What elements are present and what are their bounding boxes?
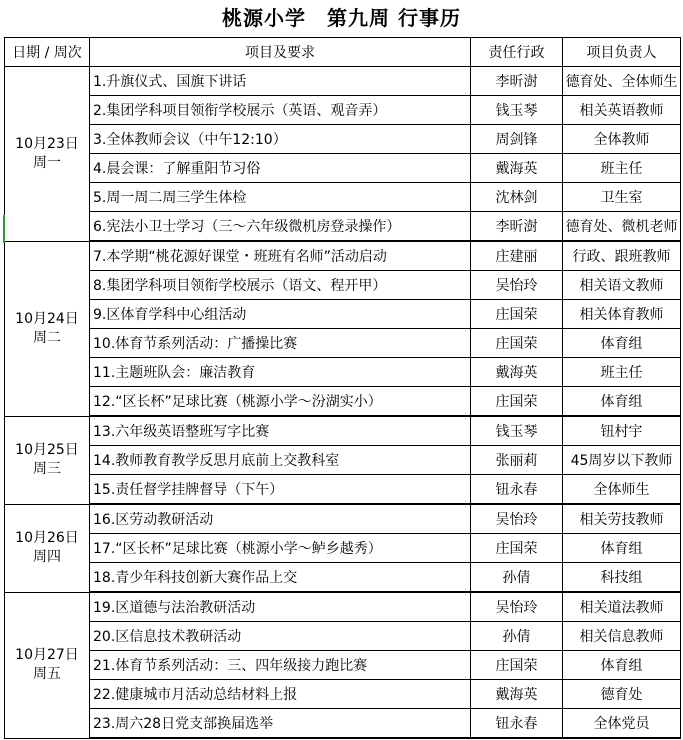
item-cell: 7.本学期“桃花源好课堂・班班有名师”活动启动 (90, 241, 471, 271)
day-cell (5, 241, 90, 416)
day-cell (5, 416, 90, 504)
owner-cell: 相关信息教师 (563, 622, 681, 651)
table-row (5, 358, 681, 387)
admin-cell: 庄国荣 (471, 300, 563, 329)
header-row (5, 38, 681, 67)
owner-cell: 相关英语教师 (563, 96, 681, 125)
day-weekday: 周四 (33, 549, 61, 565)
page-title: 桃源小学 第九周 行事历 (222, 6, 461, 30)
owner-cell: 德育处 (563, 680, 681, 709)
owner-cell: 相关体育教师 (563, 300, 681, 329)
owner-cell: 卫生室 (563, 183, 681, 212)
item-cell: 8.集团学科项目领衔学校展示（语文、程开甲） (90, 271, 471, 300)
table-row (5, 212, 681, 242)
item-cell: 10.体育节系列活动：广播操比赛 (90, 329, 471, 358)
owner-cell: 德育处、微机老师 (563, 212, 681, 242)
day-cell (5, 67, 90, 242)
header-admin: 责任行政 (471, 38, 563, 67)
owner-cell: 45周岁以下教师 (563, 446, 681, 475)
owner-cell: 体育组 (563, 534, 681, 563)
item-cell: 22.健康城市月活动总结材料上报 (90, 680, 471, 709)
day-weekday: 周三 (33, 461, 61, 477)
table-row (5, 416, 681, 446)
admin-cell: 李昕澍 (471, 67, 563, 96)
day-date: 10月23日 (15, 135, 79, 152)
admin-cell: 沈林剑 (471, 183, 563, 212)
header-date: 日期 / 周次 (5, 38, 90, 67)
item-cell: 9.区体育学科中心组活动 (90, 300, 471, 329)
item-cell: 4.晨会课：了解重阳节习俗 (90, 154, 471, 183)
table-row (5, 387, 681, 417)
item-cell: 13.六年级英语整班写字比赛 (90, 416, 471, 446)
day-weekday: 周一 (33, 154, 61, 171)
admin-cell: 吴怡玲 (471, 592, 563, 622)
header-owner: 项目负责人 (563, 38, 681, 67)
item-cell: 17.“区长杯”足球比赛（桃源小学～鲈乡越秀） (90, 534, 471, 563)
owner-cell: 相关语文教师 (563, 271, 681, 300)
admin-cell: 庄建丽 (471, 241, 563, 271)
owner-cell: 体育组 (563, 651, 681, 680)
day-date: 10月25日 (15, 442, 79, 458)
table-row (5, 67, 681, 96)
admin-cell: 庄国荣 (471, 387, 563, 417)
header-item: 项目及要求 (90, 38, 471, 67)
schedule-body (5, 67, 681, 739)
schedule-table (4, 37, 681, 739)
item-cell: 21.体育节系列活动：三、四年级接力跑比赛 (90, 651, 471, 680)
admin-cell: 孙倩 (471, 563, 563, 593)
item-cell: 1.升旗仪式、国旗下讲话 (90, 67, 471, 96)
owner-cell: 相关劳技教师 (563, 504, 681, 534)
admin-cell: 戴海英 (471, 680, 563, 709)
table-row (5, 154, 681, 183)
owner-cell: 全体师生 (563, 475, 681, 505)
admin-cell: 孙倩 (471, 622, 563, 651)
table-row (5, 622, 681, 651)
owner-cell: 行政、跟班教师 (563, 241, 681, 271)
admin-cell: 吴怡玲 (471, 271, 563, 300)
table-row (5, 475, 681, 505)
item-cell: 11.主题班队会：廉洁教育 (90, 358, 471, 387)
admin-cell: 张丽莉 (471, 446, 563, 475)
table-row (5, 329, 681, 358)
item-cell: 18.青少年科技创新大赛作品上交 (90, 563, 471, 593)
admin-cell: 钱玉琴 (471, 416, 563, 446)
admin-cell: 戴海英 (471, 358, 563, 387)
day-date: 10月24日 (15, 310, 79, 327)
table-row (5, 271, 681, 300)
item-cell: 12.“区长杯”足球比赛（桃源小学～汾湖实小） (90, 387, 471, 417)
owner-cell: 德育处、全体师生 (563, 67, 681, 96)
table-row (5, 96, 681, 125)
admin-cell: 李昕澍 (471, 212, 563, 242)
admin-cell: 钮永春 (471, 475, 563, 505)
table-row (5, 446, 681, 475)
admin-cell: 庄国荣 (471, 651, 563, 680)
item-cell: 6.宪法小卫士学习（三～六年级微机房登录操作） (90, 212, 471, 242)
table-row (5, 592, 681, 622)
admin-cell: 庄国荣 (471, 534, 563, 563)
table-row (5, 504, 681, 534)
day-weekday: 周五 (33, 666, 61, 682)
admin-cell: 钱玉琴 (471, 96, 563, 125)
owner-cell: 体育组 (563, 387, 681, 417)
item-cell: 16.区劳动教研活动 (90, 504, 471, 534)
item-cell: 2.集团学科项目领衔学校展示（英语、观音弄） (90, 96, 471, 125)
table-row (5, 241, 681, 271)
table-row (5, 709, 681, 739)
day-cell (5, 592, 90, 738)
table-row (5, 125, 681, 154)
day-cell (5, 504, 90, 592)
day-weekday: 周二 (33, 329, 61, 346)
item-cell: 3.全体教师会议（中午12:10） (90, 125, 471, 154)
admin-cell: 周剑锋 (471, 125, 563, 154)
day-date: 10月27日 (15, 647, 79, 663)
day-date: 10月26日 (15, 530, 79, 546)
owner-cell: 科技组 (563, 563, 681, 593)
cell-selection-marker (3, 215, 5, 243)
item-cell: 14.教师教育教学反思月底前上交教科室 (90, 446, 471, 475)
item-cell: 23.周六28日党支部换届选举 (90, 709, 471, 739)
table-row (5, 563, 681, 593)
admin-cell: 戴海英 (471, 154, 563, 183)
owner-cell: 钮村宇 (563, 416, 681, 446)
table-row (5, 183, 681, 212)
owner-cell: 全体教师 (563, 125, 681, 154)
table-row (5, 651, 681, 680)
item-cell: 19.区道德与法治教研活动 (90, 592, 471, 622)
table-row (5, 680, 681, 709)
item-cell: 20.区信息技术教研活动 (90, 622, 471, 651)
table-row (5, 300, 681, 329)
owner-cell: 全体党员 (563, 709, 681, 739)
item-cell: 15.责任督学挂牌督导（下午） (90, 475, 471, 505)
owner-cell: 相关道法教师 (563, 592, 681, 622)
admin-cell: 钮永春 (471, 709, 563, 739)
admin-cell: 吴怡玲 (471, 504, 563, 534)
owner-cell: 体育组 (563, 329, 681, 358)
item-cell: 5.周一周二周三学生体检 (90, 183, 471, 212)
owner-cell: 班主任 (563, 358, 681, 387)
table-row (5, 534, 681, 563)
admin-cell: 庄国荣 (471, 329, 563, 358)
owner-cell: 班主任 (563, 154, 681, 183)
